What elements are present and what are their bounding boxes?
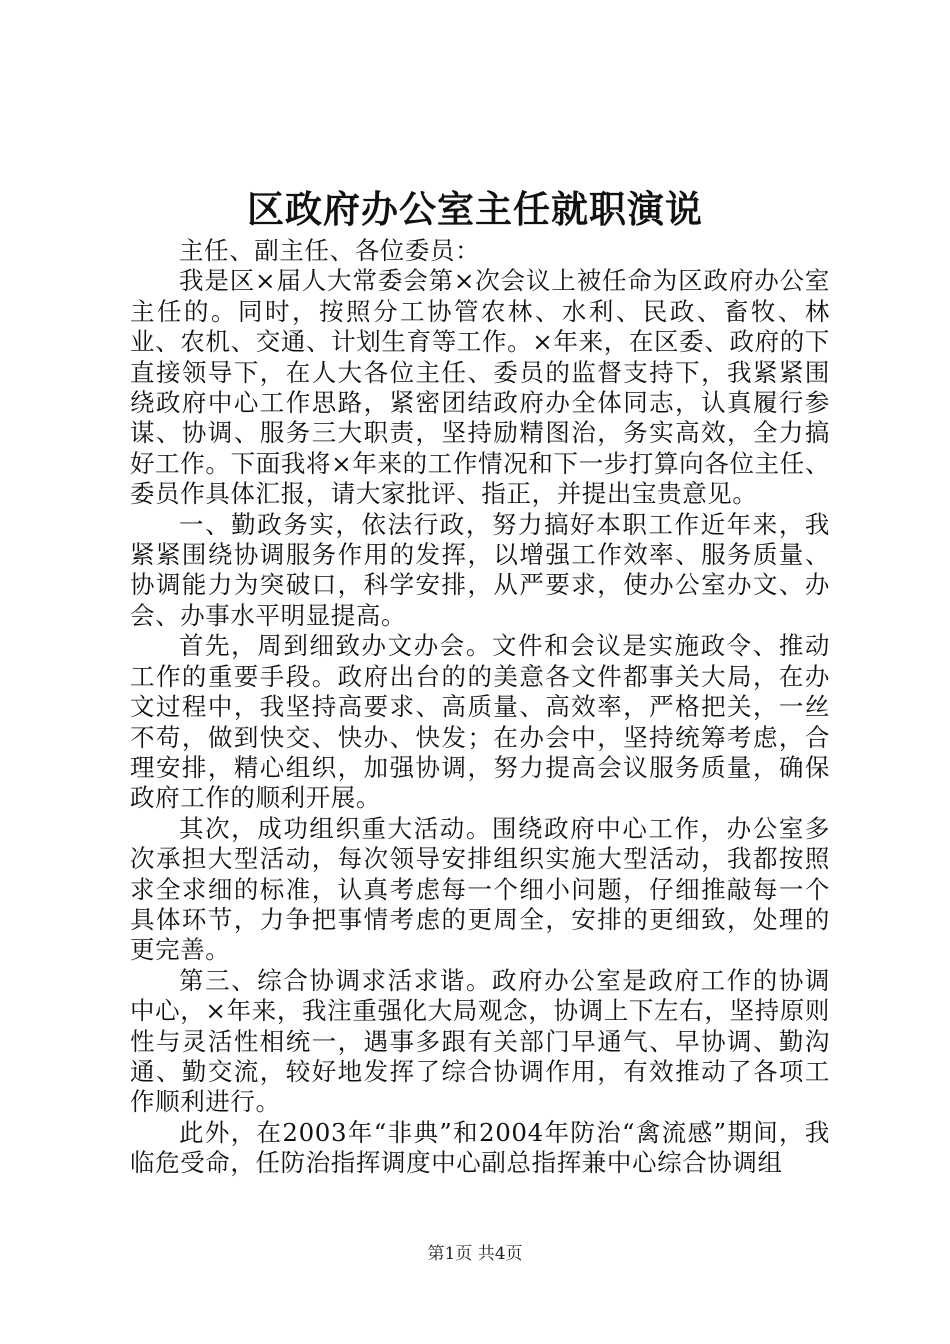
paragraph: 其次，成功组织重大活动。围绕政府中心工作，办公室多次承担大型活动，每次领导安排组织实施大型活动，我都按照求全求细的标准，认真考虑每一个细小问题，仔细推敲每一个具体环节，力争把事情考虑的更周全，安排的更细致，处理的更完善。 xyxy=(130,813,830,965)
document-body xyxy=(130,236,830,1179)
paragraph: 第三、综合协调求活求谐。政府办公室是政府工作的协调中心，×年来，我注重强化大局观念，协调上下左右，坚持原则性与灵活性相统一，遇事多跟有关部门早通气、早协调、勤沟通、勤交流，较好地发挥了综合协调作用，有效推动了各项工作顺利进行。 xyxy=(130,965,830,1117)
document-title: 区政府办公室主任就职演说 xyxy=(247,187,703,231)
paragraph: 我是区×届人大常委会第×次会议上被任命为区政府办公室主任的。同时，按照分工协管农林、水利、民政、畜牧、林业、农机、交通、计划生育等工作。×年来，在区委、政府的下直接领导下，在人大各位主任、委员的监督支持下，我紧紧围绕政府中心工作思路，紧密团结政府办全体同志，认真履行参谋、协调、服务三大职责，坚持励精图治，务实高效，全力搞好工作。下面我将×年来的工作情况和下一步打算向各位主任、委员作具体汇报，请大家批评、指正，并提出宝贵意见。 xyxy=(130,266,830,509)
paragraph: 此外，在2003年“非典”和2004年防治“禽流感”期间，我临危受命，任防治指挥调度中心副总指挥兼中心综合协调组 xyxy=(130,1117,830,1178)
paragraph: 一、勤政务实，依法行政，努力搞好本职工作近年来，我紧紧围绕协调服务作用的发挥，以增强工作效率、服务质量、协调能力为突破口，科学安排，从严要求，使办公室办文、办会、办事水平明显提高。 xyxy=(130,509,830,630)
salutation: 主任、副主任、各位委员： xyxy=(179,236,481,265)
page-footer xyxy=(0,1243,950,1265)
page-number: 第1页 共4页 xyxy=(427,1244,523,1264)
paragraph: 首先，周到细致办文办会。文件和会议是实施政令、推动工作的重要手段。政府出台的的美意各文件都事关大局，在办文过程中，我坚持高要求、高质量、高效率，严格把关，一丝不苟，做到快交、快办、快发；在办会中，坚持统筹考虑，合理安排，精心组织，加强协调，努力提高会议服务质量，确保政府工作的顺利开展。 xyxy=(130,631,830,813)
